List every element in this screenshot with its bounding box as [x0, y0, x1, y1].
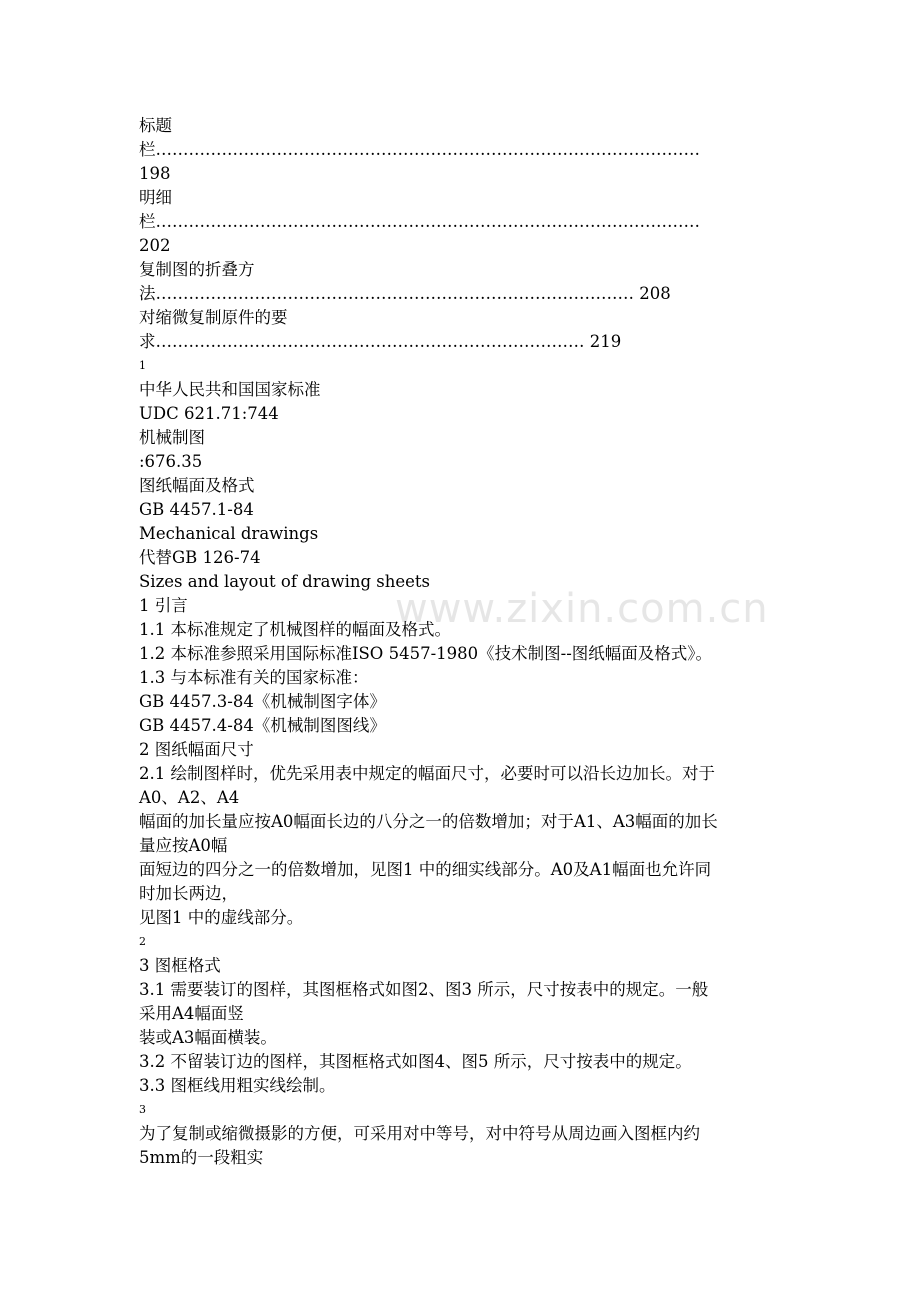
text-line: 幅面的加长量应按A0幅面长边的八分之一的倍数增加；对于A1、A3幅面的加长 — [139, 812, 718, 831]
toc-entry-dots: …………………………………………………………………… — [155, 332, 585, 351]
text-line: 1.2 本标准参照采用国际标准ISO 5457-1980《技术制图--图纸幅面及格式》。 — [139, 644, 713, 663]
text-line: GB 4457.1-84 — [139, 500, 254, 519]
text-line: 机械制图 — [139, 428, 205, 447]
text-line: 3 图框格式 — [139, 956, 221, 975]
page-number-marker: 2 — [139, 935, 146, 948]
text-line: UDC 621.71:744 — [139, 404, 279, 423]
page-number-marker: 1 — [139, 359, 146, 372]
text-line: :676.35 — [139, 452, 203, 471]
toc-entry-lead-char: 法 — [139, 284, 156, 303]
toc-entry-title: 对缩微复制原件的要 — [139, 308, 288, 327]
toc-entry-dots: …………………………………………………………………………… — [155, 284, 634, 303]
text-line: Mechanical drawings — [139, 524, 319, 543]
text-line: 量应按A0幅 — [139, 836, 228, 855]
text-line: 见图1 中的虚线部分。 — [139, 908, 304, 927]
toc-entry-page: 202 — [139, 236, 171, 255]
toc-entry-leader — [139, 210, 789, 234]
text-line: 3.1 需要装订的图样，其图框格式如图2、图3 所示，尺寸按表中的规定。一般 — [139, 980, 709, 999]
text-line: 3.2 不留装订边的图样，其图框格式如图4、图5 所示，尺寸按表中的规定。 — [139, 1052, 692, 1071]
text-line: 5mm的一段粗实 — [139, 1148, 264, 1167]
text-line: A0、A2、A4 — [139, 788, 240, 807]
text-line: 装或A3幅面横装。 — [139, 1028, 277, 1047]
document-content — [139, 114, 789, 1170]
toc-entry-leader — [139, 282, 789, 306]
toc-entry-dots: ……………………………………………………………………………………… — [155, 140, 700, 159]
text-line: 为了复制或缩微摄影的方便，可采用对中等号，对中符号从周边画入图框内约 — [139, 1124, 700, 1143]
text-line: Sizes and layout of drawing sheets — [139, 572, 431, 591]
text-line: 2.1 绘制图样时，优先采用表中规定的幅面尺寸，必要时可以沿长边加长。对于 — [139, 764, 715, 783]
text-line: 3.3 图框线用粗实线绘制。 — [139, 1076, 336, 1095]
text-line: 1.3 与本标准有关的国家标准： — [139, 668, 369, 687]
text-line: 2 图纸幅面尺寸 — [139, 740, 254, 759]
toc-entry-dots: ……………………………………………………………………………………… — [155, 212, 700, 231]
table-of-contents — [139, 114, 789, 354]
text-line: 中华人民共和国国家标准 — [139, 380, 321, 399]
text-line: 图纸幅面及格式 — [139, 476, 255, 495]
text-line: 面短边的四分之一的倍数增加，见图1 中的细实线部分。A0及A1幅面也允许同 — [139, 860, 712, 879]
toc-entry-lead-char: 栏 — [139, 212, 156, 231]
toc-entry-page-inline: 208 — [634, 284, 671, 303]
watermark: www.zixin.com.cn — [395, 586, 769, 632]
toc-entry-lead-char: 栏 — [139, 140, 156, 159]
toc-entry-title: 标题 — [139, 116, 172, 135]
text-line: 时加长两边， — [139, 884, 238, 903]
text-line: 1.1 本标准规定了机械图样的幅面及格式。 — [139, 620, 451, 639]
text-line: GB 4457.4-84《机械制图图线》 — [139, 716, 386, 735]
text-line: GB 4457.3-84《机械制图字体》 — [139, 692, 386, 711]
document-body — [139, 354, 789, 1170]
toc-entry-page-inline: 219 — [584, 332, 622, 351]
text-line: 1 引言 — [139, 596, 188, 615]
text-line: 采用A4幅面竖 — [139, 1004, 244, 1023]
toc-entry-title: 明细 — [139, 188, 172, 207]
toc-entry-leader — [139, 330, 789, 354]
toc-entry-title: 复制图的折叠方 — [139, 260, 255, 279]
toc-entry-lead-char: 求 — [139, 332, 156, 351]
text-line: 代替GB 126-74 — [139, 548, 261, 567]
toc-entry-leader — [139, 138, 789, 162]
page-number-marker: 3 — [139, 1103, 146, 1116]
toc-entry-page: 198 — [139, 164, 171, 183]
